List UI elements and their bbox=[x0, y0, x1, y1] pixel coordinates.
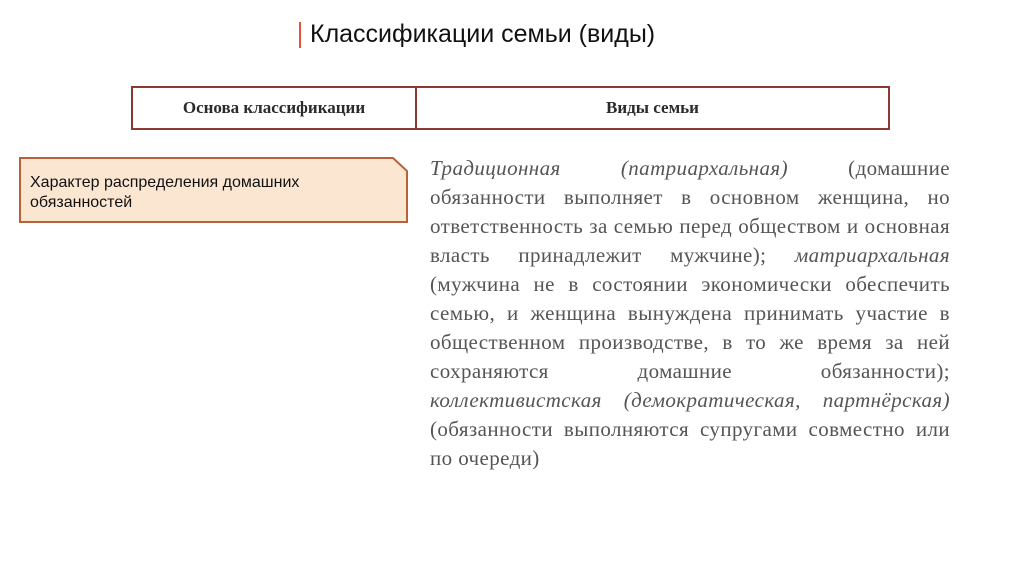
basis-column-header: Основа классификации bbox=[133, 88, 417, 128]
collectivist-explanation: (обязанности выполняются супругами совместно или по очереди) bbox=[430, 417, 950, 470]
classification-basis-text: Характер распределения домашних обязанностей bbox=[30, 174, 300, 211]
classification-table-header bbox=[131, 86, 890, 130]
slide-title-bar bbox=[299, 20, 655, 49]
family-type-collectivist: коллективистская (демократическая, партнёрская) bbox=[430, 388, 950, 412]
family-types-column-header: Виды семьи bbox=[606, 98, 699, 117]
classification-basis-box bbox=[19, 157, 408, 223]
traditional-explanation: (домашние обязанности выполняет в основном женщина, но ответственность за семью перед обществом и основная власть принадлежит мужчине); bbox=[430, 156, 950, 267]
family-type-matriarchal: матриархальная bbox=[794, 243, 950, 267]
title-accent-bar bbox=[299, 22, 301, 48]
matriarchal-explanation: (мужчина не в состоянии экономически обеспечить семью, и женщина вынуждена принимать участие в общественном производстве, в то же время за ней сохраняются домашние обязанности); bbox=[430, 272, 950, 383]
family-types-description bbox=[430, 154, 950, 473]
family-type-traditional: Традиционная (патриархальная) bbox=[430, 156, 788, 180]
slide-title: Классификации семьи (виды) bbox=[310, 20, 656, 48]
